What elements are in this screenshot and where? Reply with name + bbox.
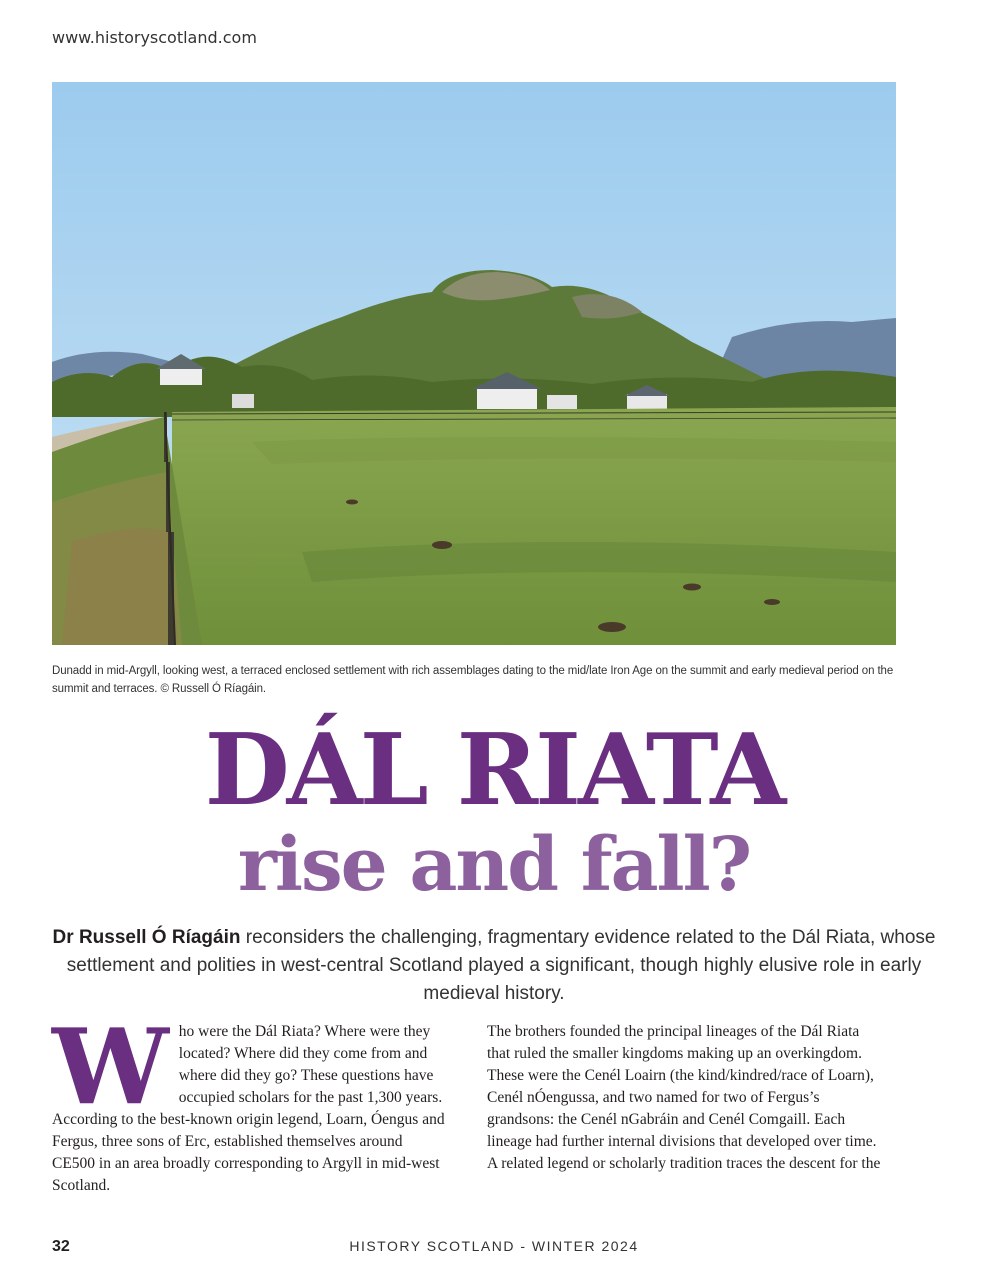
issue-label: - WINTER 2024 bbox=[514, 1238, 639, 1254]
headline-sub: rise and fall? bbox=[237, 822, 751, 908]
photo-caption: Dunadd in mid-Argyll, looking west, a terraced enclosed settlement with rich assemblages dating to the mid/late Iron Age on the summit and early medieval period on the summit and terraces. © Russell Ó Ríagáin. bbox=[52, 665, 894, 695]
magazine-name: HISTORY SCOTLAND bbox=[349, 1238, 515, 1254]
dunadd-photo bbox=[52, 82, 896, 645]
standfirst-text: reconsiders the challenging, fragmentary evidence related to the Dál Riata, whose settlement and polities in west-central Scotland played a significant, though highly elusive role in early medieval history. bbox=[66, 927, 936, 1004]
body-column-1 bbox=[52, 1005, 448, 1197]
website-url: www.historyscotland.com bbox=[52, 28, 257, 47]
body-text-1: ho were the Dál Riata? Where were they located? Where did they come from and where did they go? These questions have occupied scholars for the past 1,300 years. According to the best-known origin legend, Loarn, Óengus and Fergus, three sons of Erc, established themselves around CE500 in an area broadly corresponding to Argyll in mid-west Scotland. bbox=[52, 1023, 445, 1194]
body-column-2 bbox=[487, 1021, 883, 1175]
headline-main: DÁL RIATA bbox=[204, 713, 784, 828]
author-name: Dr Russell Ó Ríagáin bbox=[52, 927, 241, 948]
page-number: 32 bbox=[52, 1238, 70, 1255]
footer-title bbox=[0, 1238, 988, 1254]
standfirst bbox=[40, 924, 948, 1008]
body-text-2: The brothers founded the principal lineages of the Dál Riata that ruled the smaller kingdoms making up an overkingdom. These were the Cenél Loairn (the kind/kindred/race of Loarn), Cenél nÓengussa, and two named for two of Fergus’s grandsons: the Cenél nGabráin and Cenél Comgaill. Each lineage had further internal divisions that developed over time. A related legend or scholarly tradition traces the descent for the bbox=[487, 1023, 881, 1172]
drop-cap: W bbox=[52, 1005, 169, 1128]
landscape-illustration bbox=[52, 82, 896, 645]
